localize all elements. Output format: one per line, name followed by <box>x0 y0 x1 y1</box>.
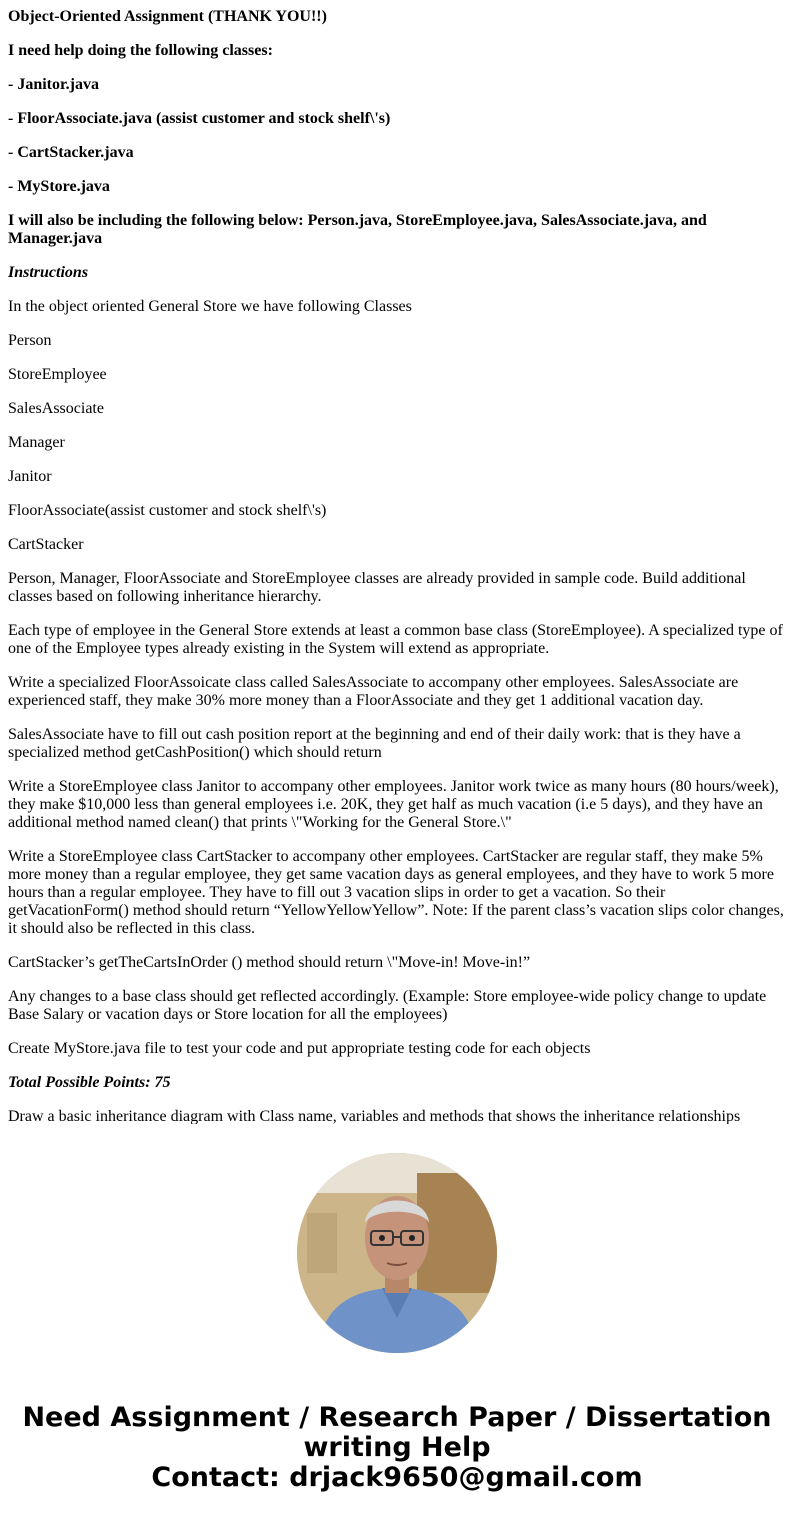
class-name: FloorAssociate(assist customer and stock shelf\'s) <box>8 502 327 519</box>
tutor-photo <box>297 1153 497 1353</box>
class-name: Manager <box>8 434 65 451</box>
class-name: Janitor <box>8 468 52 485</box>
instruction-paragraph: SalesAssociate have to fill out cash position report at the beginning and end of their daily work: that is they have a specialized method getCashPosition() which should return <box>8 726 741 761</box>
request-intro: I need help doing the following classes: <box>8 42 273 59</box>
instruction-paragraph: Write a specialized FloorAssoicate class called SalesAssociate to accompany other employees. SalesAssociate are experienced staff, they make 30% more money than a FloorAssociate and they get 1 additional vacation day. <box>8 674 739 709</box>
contact-email: Contact: drjack9650@gmail.com <box>151 1462 643 1493</box>
class-name: SalesAssociate <box>8 400 104 417</box>
instruction-paragraph: Write a StoreEmployee class CartStacker to accompany other employees. CartStacker are regular staff, they make 5% more money than a regular employee, they get same vacation days as general employees, and they have to work 5 more hours than a regular employee. They have to fill out 3 vacation slips in order to get a vacation. So their getVacationForm() method should return “YellowYellowYellow”. Note: If the parent class’s vacation slips color changes, it should also be reflected in this class. <box>8 848 784 937</box>
class-list-item: - CartStacker.java <box>8 144 134 161</box>
class-name: StoreEmployee <box>8 366 107 383</box>
class-list-item: - Janitor.java <box>8 76 99 93</box>
tutor-portrait-icon <box>297 1153 497 1353</box>
diagram-note: Draw a basic inheritance diagram with Class name, variables and methods that shows the inheritance relationships <box>8 1108 741 1124</box>
instruction-paragraph: Person, Manager, FloorAssociate and StoreEmployee classes are already provided in sample code. Build additional classes based on following inheritance hierarchy. <box>8 570 746 605</box>
instruction-paragraph: Create MyStore.java file to test your code and put appropriate testing code for each objects <box>8 1040 591 1057</box>
assignment-title: Object-Oriented Assignment (THANK YOU!!) <box>8 8 327 25</box>
class-list-item: - FloorAssociate.java (assist customer and stock shelf\'s) <box>8 110 391 127</box>
banner-line: writing Help <box>303 1432 491 1463</box>
instruction-paragraph: CartStacker’s getTheCartsInOrder () method should return \"Move-in! Move-in!” <box>8 954 531 971</box>
total-points: Total Possible Points: 75 <box>8 1074 171 1091</box>
instruction-paragraph: Each type of employee in the General Store extends at least a common base class (StoreEmployee). A specialized type of one of the Employee types already existing in the System will extend as appropriate. <box>8 622 783 657</box>
classes-intro: In the object oriented General Store we have following Classes <box>8 298 412 315</box>
class-name: Person <box>8 332 52 349</box>
instruction-paragraph: Write a StoreEmployee class Janitor to accompany other employees. Janitor work twice as many hours (80 hours/week), they make $10,000 less than general employees i.e. 20K, they get half as much vacation (i.e 5 days), and they have an additional method named clean() that prints \"Working for the General Store.\" <box>8 778 779 831</box>
banner-line: Need Assignment / Research Paper / Dissertation <box>22 1402 772 1433</box>
included-files-note: I will also be including the following below: Person.java, StoreEmployee.java, SalesAssociate.java, and Manager.java <box>8 212 707 247</box>
contact-banner <box>0 1403 794 1493</box>
instruction-paragraph: Any changes to a base class should get reflected accordingly. (Example: Store employee-wide policy change to update Base Salary or vacation days or Store location for all the employees) <box>8 988 767 1023</box>
assignment-content <box>8 0 786 1124</box>
instructions-heading: Instructions <box>8 264 89 281</box>
class-name: CartStacker <box>8 536 84 553</box>
class-list-item: - MyStore.java <box>8 178 110 195</box>
